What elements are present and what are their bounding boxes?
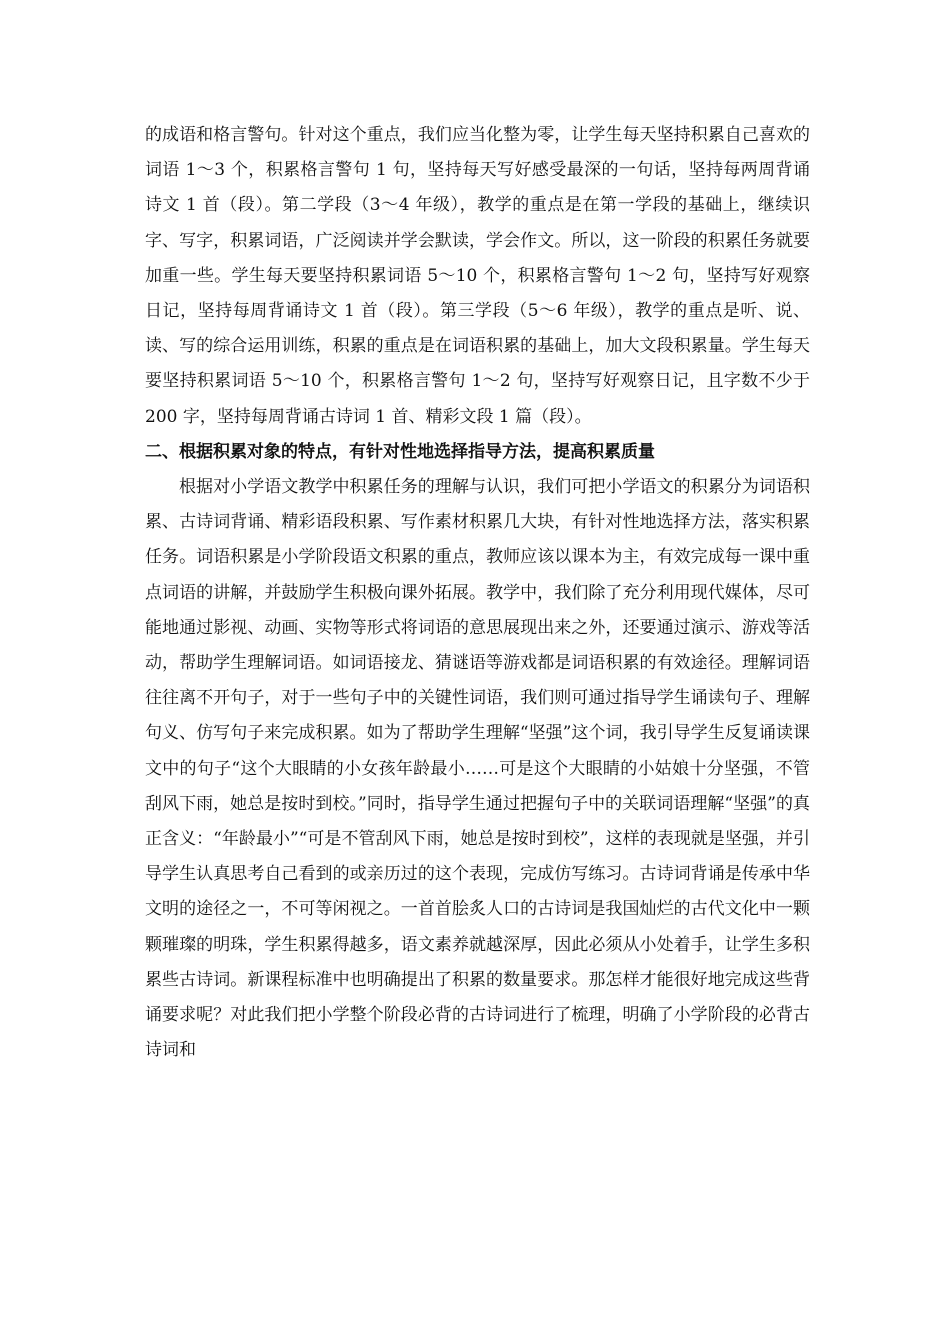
body-paragraph-2: 根据对小学语文教学中积累任务的理解与认识，我们可把小学语文的积累分为词语积累、古诗词背诵、精彩语段积累、写作素材积累几大块，有针对性地选择方法，落实积累任务。词语积累是小学阶段语文积累的重点，教师应该以课本为主，有效完成每一课中重点词语的讲解，并鼓励学生积极向课外拓展。教学中，我们除了充分利用现代媒体，尽可能地通过影视、动画、实物等形式将词语的意思展现出来之外，还要通过演示、游戏等活动，帮助学生理解词语。如词语接龙、猜谜语等游戏都是词语积累的有效途径。理解词语往往离不开句子，对于一些句子中的关键性词语，我们则可通过指导学生诵读句子、理解句义、仿写句子来完成积累。如为了帮助学生理解“坚强”这个词，我引导学生反复诵读课文中的句子“这个大眼睛的小女孩年龄最小……可是这个大眼睛的小姑娘十分坚强，不管刮风下雨，她总是按时到校。”同时，指导学生通过把握句子中的关联词语理解“坚强”的真正含义：“年龄最小”“可是不管刮风下雨，她总是按时到校”，这样的表现就是坚强，并引导学生认真思考自己看到的或亲历过的这个表现，完成仿写练习。古诗词背诵是传承中华文明的途径之一，不可等闲视之。一首首脍炙人口的古诗词是我国灿烂的古代文化中一颗颗璀璨的明珠，学生积累得越多，语文素养就越深厚，因此必须从小处着手，让学生多积累些古诗词。新课程标准中也明确提出了积累的数量要求。那怎样才能很好地完成这些背诵要求呢？对此我们把小学整个阶段必背的古诗词进行了梳理，明确了小学阶段的必背古诗词和	[145, 477, 810, 1061]
section-heading-2: 二、根据积累对象的特点，有针对性地选择指导方法，提高积累质量	[145, 441, 655, 462]
body-paragraph-1: 的成语和格言警句。针对这个重点，我们应当化整为零，让学生每天坚持积累自己喜欢的词语 1～3 个，积累格言警句 1 句，坚持每天写好感受最深的一句话，坚持每两周背诵诗文 1 首（段）。第二学段（3～4 年级），教学的重点是在第一学段的基础上，继续识字、写字，积累词语，广泛阅读并学会默读，学会作文。所以，这一阶段的积累任务就要加重一些。学生每天要坚持积累词语 5～10 个，积累格言警句 1～2 句，坚持写好观察日记，坚持每周背诵诗文 1 首（段）。第三学段（5～6 年级），教学的重点是听、说、读、写的综合运用训练，积累的重点是在词语积累的基础上，加大文段积累量。学生每天要坚持积累词语 5～10 个，积累格言警句 1～2 句，坚持写好观察日记，且字数不少于 200 字，坚持每周背诵古诗词 1 首、精彩文段 1 篇（段）。	[145, 125, 810, 427]
document-body	[145, 118, 810, 1068]
